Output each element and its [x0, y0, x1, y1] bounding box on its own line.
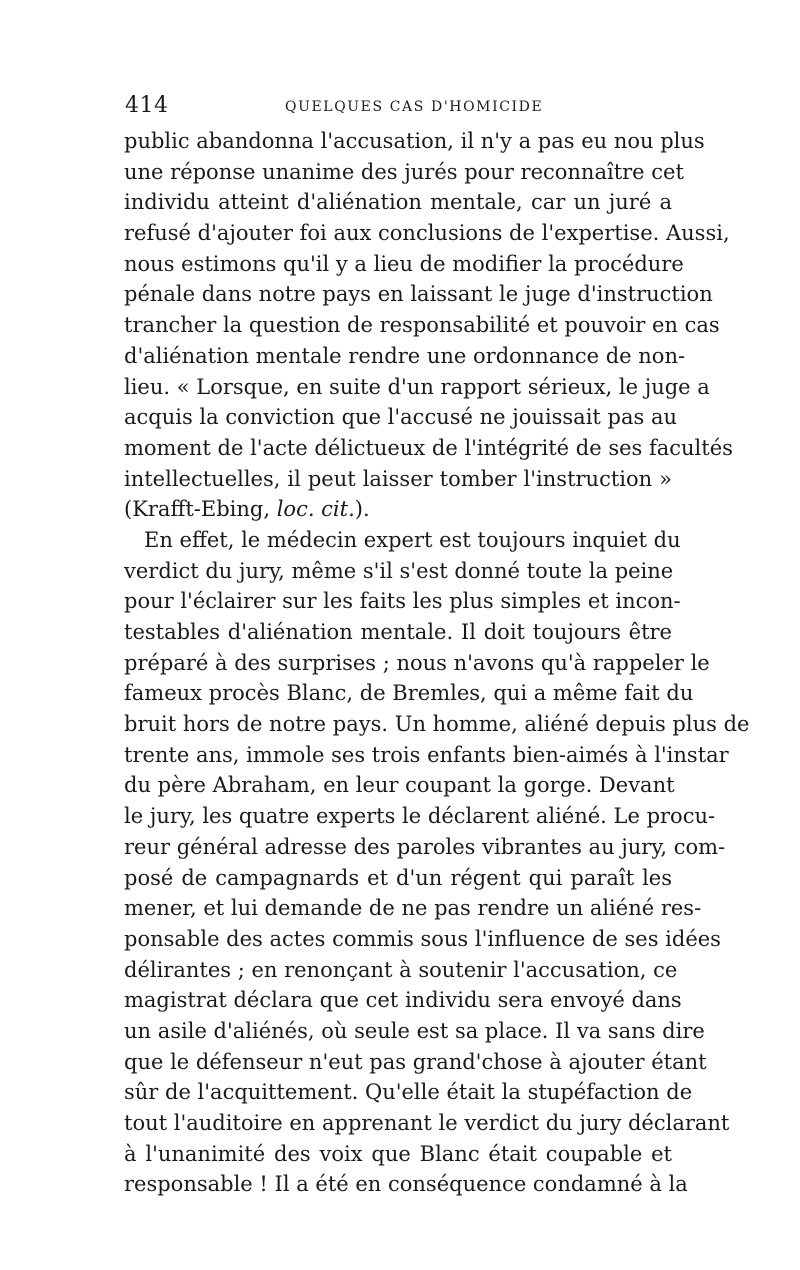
- text-line: sûr de l'acquittement. Qu'elle était la stupéfaction de: [124, 1080, 693, 1105]
- text-line: mener, et lui demande de ne pas rendre un aliéné res-: [124, 896, 702, 921]
- text-line: pénale dans notre pays en laissant le juge d'instruction: [124, 282, 713, 307]
- text-line: posé de campagnards et d'un régent qui paraît les: [124, 865, 672, 890]
- text-line: bruit hors de notre pays. Un homme, aliéné depuis plus de: [124, 712, 750, 737]
- text-line: d'aliénation mentale rendre une ordonnance de non-: [124, 343, 686, 368]
- text-line: du père Abraham, en leur coupant la gorge. Devant: [124, 773, 675, 798]
- citation-italic: loc. cit.: [276, 497, 355, 522]
- text-line: individu atteint d'aliénation mentale, car un juré a: [124, 190, 672, 215]
- text-line: que le défenseur n'eut pas grand'chose à ajouter étant: [124, 1049, 707, 1074]
- text-line: ponsable des actes commis sous l'influence de ses idées: [124, 926, 721, 951]
- text-line: reur général adresse des paroles vibrantes au jury, com-: [124, 834, 726, 859]
- text-line: moment de l'acte délictueux de l'intégrité de ses facultés: [124, 435, 733, 460]
- running-head: QUELQUES CAS D'HOMICIDE: [285, 99, 544, 115]
- text-line: pour l'éclairer sur les faits les plus simples et incon-: [124, 589, 681, 614]
- text-line: verdict du jury, même s'il s'est donné toute la peine: [124, 558, 674, 583]
- body-text: [124, 126, 750, 1200]
- text-line: intellectuelles, il peut laisser tomber l'instruction »: [124, 466, 672, 491]
- text-line: testables d'aliénation mentale. Il doit toujours être: [124, 620, 672, 644]
- text-line: délirantes ; en renonçant à soutenir l'accusation, ce: [124, 957, 678, 982]
- text-line: préparé à des surprises ; nous n'avons qu'à rappeler le: [124, 650, 710, 675]
- text-line: trancher la question de responsabilité et pouvoir en cas: [124, 313, 720, 338]
- text-line: un asile d'aliénés, où seule est sa place. Il va sans dire: [124, 1018, 705, 1043]
- text-line: le jury, les quatre experts le déclarent aliéné. Le procu-: [124, 804, 716, 829]
- text-line: à l'unanimité des voix que Blanc était coupable et: [124, 1141, 672, 1166]
- text-line: nous estimons qu'il y a lieu de modifier la procédure: [124, 251, 684, 276]
- text-line: En effet, le médecin expert est toujours inquiet du: [144, 527, 681, 552]
- text-line: magistrat déclara que cet individu sera envoyé dans: [124, 988, 682, 1013]
- text-line: acquis la conviction que l'accusé ne jouissait pas au: [124, 405, 677, 430]
- page-header: [125, 92, 675, 120]
- text-line: public abandonna l'accusation, il n'y a pas eu nou plus: [124, 129, 705, 153]
- text-line: fameux procès Blanc, de Bremles, qui a même fait du: [124, 681, 694, 706]
- text-line: refusé d'ajouter foi aux conclusions de l'expertise. Aussi,: [124, 221, 730, 246]
- page-number: 414: [125, 93, 169, 118]
- text-line: responsable ! Il a été en conséquence condamné à la: [124, 1172, 688, 1197]
- text-line: une réponse unanime des jurés pour reconnaître cet: [124, 159, 684, 184]
- text-line: trente ans, immole ses trois enfants bien-aimés à l'instar: [124, 742, 729, 767]
- text-line: tout l'auditoire en apprenant le verdict du jury déclarant: [124, 1111, 730, 1135]
- text-line: lieu. « Lorsque, en suite d'un rapport sérieux, le juge a: [124, 374, 710, 399]
- text-line: (Krafft-Ebing, loc. cit.).: [124, 497, 370, 522]
